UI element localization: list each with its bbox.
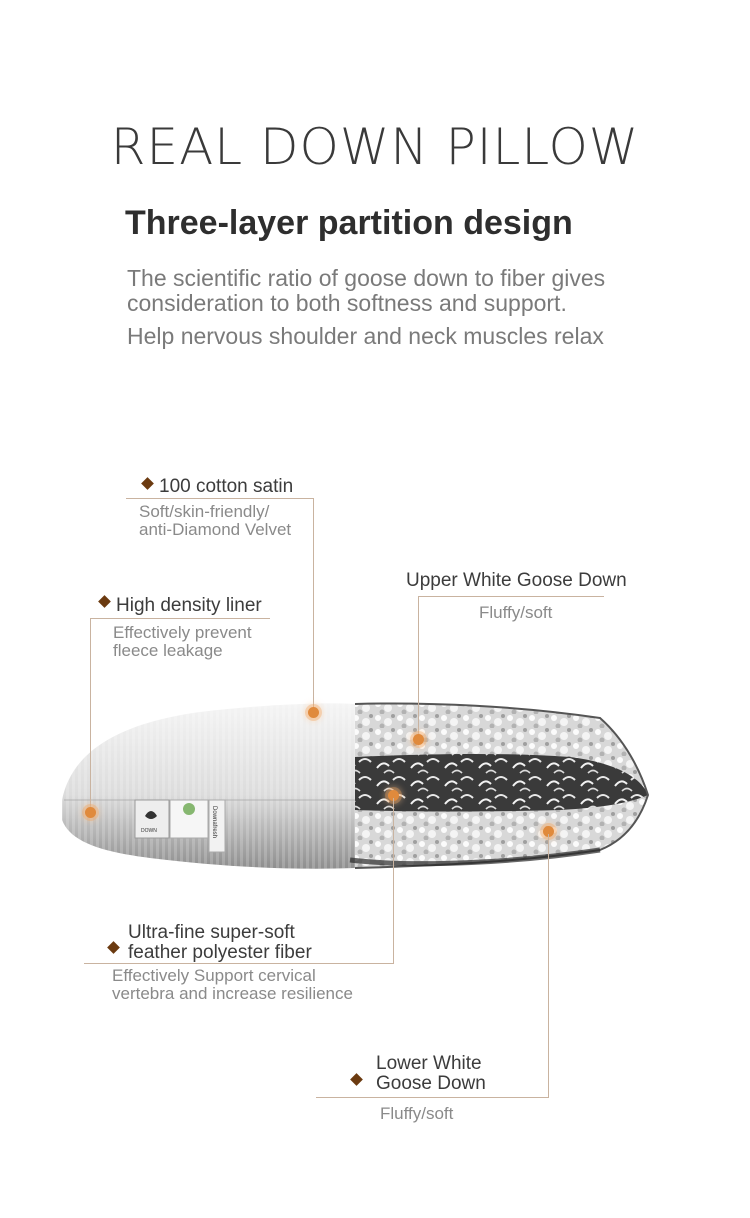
callout-cotton-satin-desc1: Soft/skin-friendly/ <box>139 502 270 521</box>
callout-lower-down-title2: Goose Down <box>376 1073 486 1094</box>
callout-cotton-satin-desc2: anti-Diamond Velvet <box>139 520 292 539</box>
leader-line <box>313 498 314 710</box>
leader-line <box>393 798 394 963</box>
leader-line <box>90 618 270 619</box>
intro-text-1: The scientific ratio of goose down to fiber gives consideration to both softness and support. <box>127 265 606 316</box>
callout-fiber-desc1: Effectively Support cervical <box>112 966 316 985</box>
bullet-diamond-icon <box>98 595 111 608</box>
marker-dot-icon <box>308 707 319 718</box>
bullet-diamond-icon <box>141 477 154 490</box>
callout-upper-down-desc1: Fluffy/soft <box>479 603 553 622</box>
callout-liner-desc1: Effectively prevent <box>113 623 252 642</box>
callout-upper-down-title: Upper White Goose Down <box>406 570 627 591</box>
leader-line <box>316 1097 549 1098</box>
leader-line <box>418 596 604 597</box>
pillow-illustration <box>0 680 750 880</box>
tag-label: Downafresh <box>211 806 217 839</box>
callout-liner-desc2: fleece leakage <box>113 641 223 660</box>
callout-fiber-desc2: vertebra and increase resilience <box>112 984 353 1003</box>
leader-line <box>90 618 91 808</box>
bullet-diamond-icon <box>350 1073 363 1086</box>
bullet-diamond-icon <box>107 941 120 954</box>
leader-line <box>418 596 419 736</box>
callout-fiber-title2: feather polyester fiber <box>128 942 312 963</box>
callout-lower-down-desc1: Fluffy/soft <box>380 1104 454 1123</box>
marker-dot-icon <box>413 734 424 745</box>
leader-line <box>126 498 314 499</box>
callout-liner-title: High density liner <box>116 595 262 616</box>
leader-line <box>84 963 394 964</box>
page-title: REAL DOWN PILLOW <box>110 118 640 176</box>
marker-dot-icon <box>85 807 96 818</box>
callout-lower-down-title1: Lower White <box>376 1053 482 1074</box>
callout-fiber-title1: Ultra-fine super-soft <box>128 922 295 943</box>
callout-cotton-satin-title: 100 cotton satin <box>159 476 294 497</box>
tag-brand: DOWN <box>141 828 157 834</box>
intro-text-2: Help nervous shoulder and neck muscles relax <box>127 323 604 349</box>
leader-line <box>548 834 549 1098</box>
section-subtitle: Three-layer partition design <box>125 204 573 242</box>
